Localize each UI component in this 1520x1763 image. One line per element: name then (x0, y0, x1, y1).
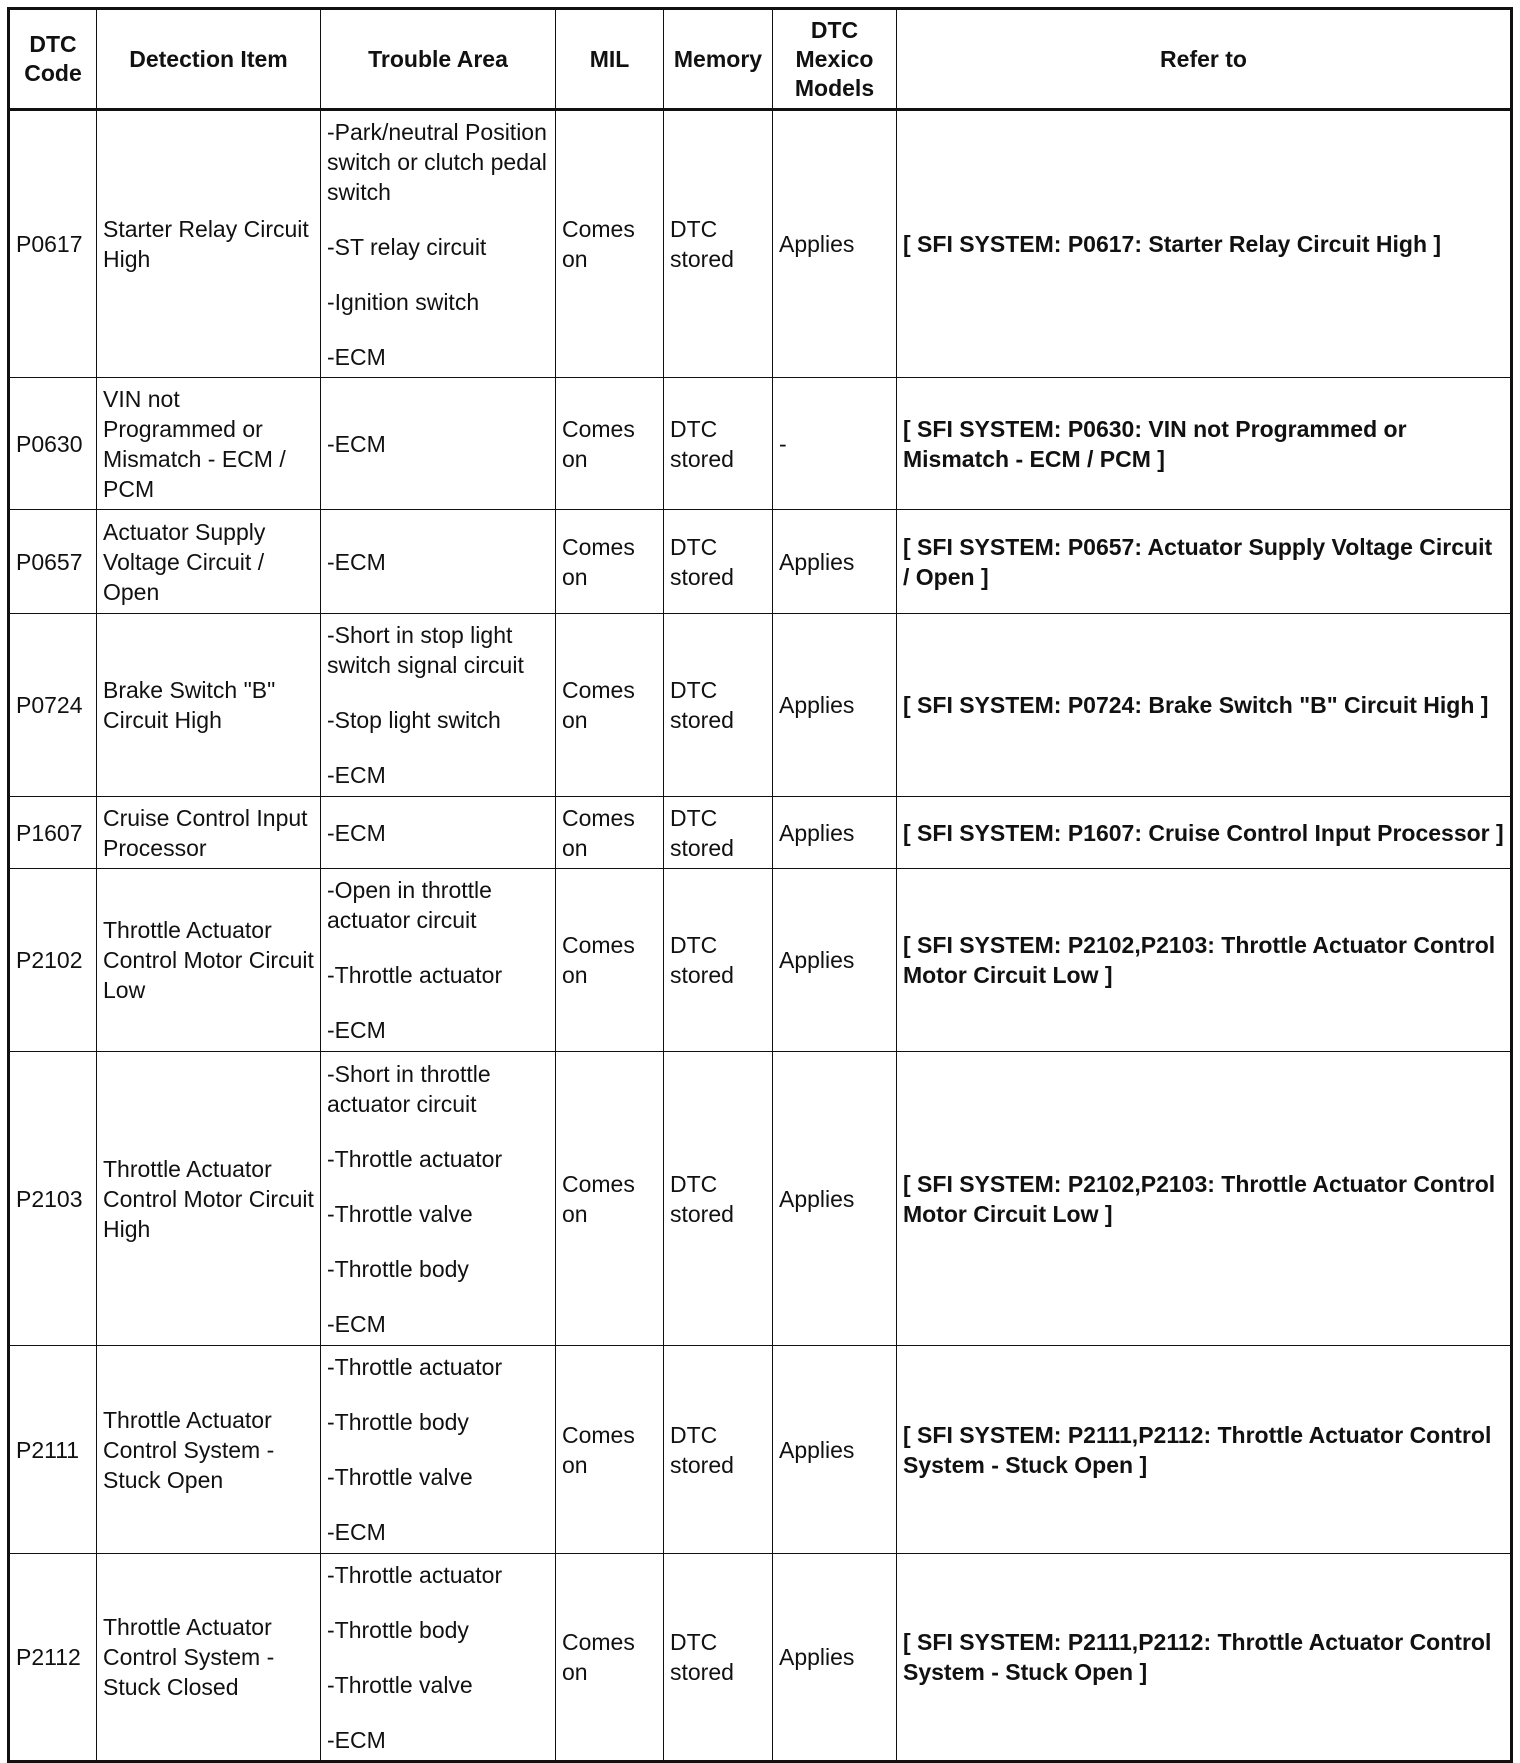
refer-to-cell: [ SFI SYSTEM: P0630: VIN not Programmed or Mismatch - ECM / PCM ] (897, 378, 1512, 510)
trouble-area-item: -Throttle body (327, 1255, 469, 1282)
mil-cell: Comes on (556, 110, 664, 378)
mil-cell: Comes on (556, 797, 664, 869)
mil-cell: Comes on (556, 1052, 664, 1346)
trouble-area-item: -Ignition switch (327, 288, 480, 315)
refer-to-cell: [ SFI SYSTEM: P0724: Brake Switch "B" Circuit High ] (897, 614, 1512, 797)
dtc-code-cell: P0724 (9, 614, 97, 797)
trouble-area-list (327, 547, 549, 577)
trouble-area-item: -Park/neutral Position switch or clutch pedal switch (327, 118, 547, 205)
trouble-area-list (327, 429, 549, 459)
header-mil: MIL (556, 9, 664, 110)
table-row (9, 797, 1512, 869)
trouble-area-item: -ECM (327, 819, 386, 846)
mexico-models-cell: Applies (773, 614, 897, 797)
memory-cell: DTC stored (664, 1052, 773, 1346)
dtc-code-cell: P0617 (9, 110, 97, 378)
trouble-area-item: -ECM (327, 343, 386, 370)
trouble-area-item: -ECM (327, 1519, 386, 1545)
mexico-models-cell: Applies (773, 1346, 897, 1554)
dtc-code-cell: P0657 (9, 510, 97, 614)
trouble-area-item: -ECM (327, 1017, 386, 1043)
header-dtc-mexico-models: DTC Mexico Models (773, 9, 897, 110)
table-row (9, 1346, 1512, 1554)
mil-cell: Comes on (556, 510, 664, 614)
table-header (9, 9, 1512, 110)
detection-item-cell: Throttle Actuator Control System - Stuck Open (97, 1346, 321, 1554)
memory-cell: DTC stored (664, 110, 773, 378)
header-refer-to: Refer to (897, 9, 1512, 110)
trouble-area-item: -Throttle actuator (327, 962, 503, 988)
dtc-code-cell: P2103 (9, 1052, 97, 1346)
trouble-area-list (327, 620, 549, 790)
detection-item-cell: Brake Switch "B" Circuit High (97, 614, 321, 797)
refer-to-cell: [ SFI SYSTEM: P2111,P2112: Throttle Actuator Control System - Stuck Open ] (897, 1346, 1512, 1554)
mil-cell: Comes on (556, 869, 664, 1052)
memory-cell: DTC stored (664, 1554, 773, 1762)
mexico-models-cell: Applies (773, 110, 897, 378)
trouble-area-list (327, 1560, 549, 1755)
trouble-area-item: -ECM (327, 762, 386, 788)
detection-item-cell: Throttle Actuator Control Motor Circuit High (97, 1052, 321, 1346)
trouble-area-item: -Short in throttle actuator circuit (327, 1060, 491, 1117)
mexico-models-cell: Applies (773, 1052, 897, 1346)
memory-cell: DTC stored (664, 869, 773, 1052)
trouble-area-item: -Throttle actuator (327, 1354, 503, 1380)
table-row (9, 869, 1512, 1052)
mexico-models-cell: - (773, 378, 897, 510)
trouble-area-list (327, 1352, 549, 1547)
trouble-area-cell (321, 1052, 556, 1346)
trouble-area-list (327, 117, 549, 372)
dtc-code-cell: P2112 (9, 1554, 97, 1762)
detection-item-cell: Starter Relay Circuit High (97, 110, 321, 378)
dtc-table (7, 7, 1513, 1763)
trouble-area-item: -Throttle valve (327, 1671, 473, 1698)
trouble-area-cell (321, 1554, 556, 1762)
trouble-area-item: -Throttle valve (327, 1464, 473, 1490)
dtc-code-cell: P1607 (9, 797, 97, 869)
trouble-area-item: -Throttle actuator (327, 1561, 503, 1588)
trouble-area-cell (321, 797, 556, 869)
table-row (9, 1554, 1512, 1762)
dtc-code-cell: P2111 (9, 1346, 97, 1554)
detection-item-cell: Cruise Control Input Processor (97, 797, 321, 869)
trouble-area-cell (321, 110, 556, 378)
detection-item-cell: Actuator Supply Voltage Circuit / Open (97, 510, 321, 614)
trouble-area-item: -Throttle body (327, 1409, 469, 1435)
memory-cell: DTC stored (664, 614, 773, 797)
table-row (9, 614, 1512, 797)
table-row (9, 510, 1512, 614)
memory-cell: DTC stored (664, 510, 773, 614)
trouble-area-item: -Stop light switch (327, 707, 501, 733)
trouble-area-item: -ECM (327, 1310, 386, 1337)
mexico-models-cell: Applies (773, 1554, 897, 1762)
refer-to-cell: [ SFI SYSTEM: P2102,P2103: Throttle Actuator Control Motor Circuit Low ] (897, 869, 1512, 1052)
trouble-area-item: -ECM (327, 1726, 386, 1753)
trouble-area-item: -Open in throttle actuator circuit (327, 877, 492, 933)
trouble-area-list (327, 1059, 549, 1339)
refer-to-cell: [ SFI SYSTEM: P0657: Actuator Supply Voltage Circuit / Open ] (897, 510, 1512, 614)
mil-cell: Comes on (556, 1554, 664, 1762)
mexico-models-cell: Applies (773, 510, 897, 614)
trouble-area-item: -Short in stop light switch signal circuit (327, 622, 524, 678)
memory-cell: DTC stored (664, 378, 773, 510)
mexico-models-cell: Applies (773, 797, 897, 869)
trouble-area-cell (321, 510, 556, 614)
header-trouble-area: Trouble Area (321, 9, 556, 110)
table-row (9, 110, 1512, 378)
table-body (9, 110, 1512, 1762)
header-memory: Memory (664, 9, 773, 110)
refer-to-cell: [ SFI SYSTEM: P1607: Cruise Control Input Processor ] (897, 797, 1512, 869)
dtc-code-cell: P0630 (9, 378, 97, 510)
trouble-area-item: -Throttle body (327, 1616, 469, 1643)
refer-to-cell: [ SFI SYSTEM: P2111,P2112: Throttle Actuator Control System - Stuck Open ] (897, 1554, 1512, 1762)
trouble-area-list (327, 818, 549, 848)
trouble-area-item: -Throttle valve (327, 1200, 473, 1227)
detection-item-cell: Throttle Actuator Control System - Stuck Closed (97, 1554, 321, 1762)
trouble-area-item: -ECM (327, 548, 386, 575)
detection-item-cell: Throttle Actuator Control Motor Circuit Low (97, 869, 321, 1052)
header-dtc-code: DTC Code (9, 9, 97, 110)
trouble-area-item: -ST relay circuit (327, 233, 487, 260)
trouble-area-list (327, 875, 549, 1045)
header-row (9, 9, 1512, 110)
mexico-models-cell: Applies (773, 869, 897, 1052)
table-row (9, 1052, 1512, 1346)
memory-cell: DTC stored (664, 797, 773, 869)
refer-to-cell: [ SFI SYSTEM: P0617: Starter Relay Circuit High ] (897, 110, 1512, 378)
detection-item-cell: VIN not Programmed or Mismatch - ECM / PCM (97, 378, 321, 510)
trouble-area-item: -Throttle actuator (327, 1145, 503, 1172)
table-row (9, 378, 1512, 510)
trouble-area-cell (321, 1346, 556, 1554)
trouble-area-cell (321, 378, 556, 510)
refer-to-cell: [ SFI SYSTEM: P2102,P2103: Throttle Actuator Control Motor Circuit Low ] (897, 1052, 1512, 1346)
memory-cell: DTC stored (664, 1346, 773, 1554)
trouble-area-item: -ECM (327, 430, 386, 457)
mil-cell: Comes on (556, 614, 664, 797)
header-detection-item: Detection Item (97, 9, 321, 110)
mil-cell: Comes on (556, 378, 664, 510)
trouble-area-cell (321, 869, 556, 1052)
mil-cell: Comes on (556, 1346, 664, 1554)
trouble-area-cell (321, 614, 556, 797)
dtc-code-cell: P2102 (9, 869, 97, 1052)
